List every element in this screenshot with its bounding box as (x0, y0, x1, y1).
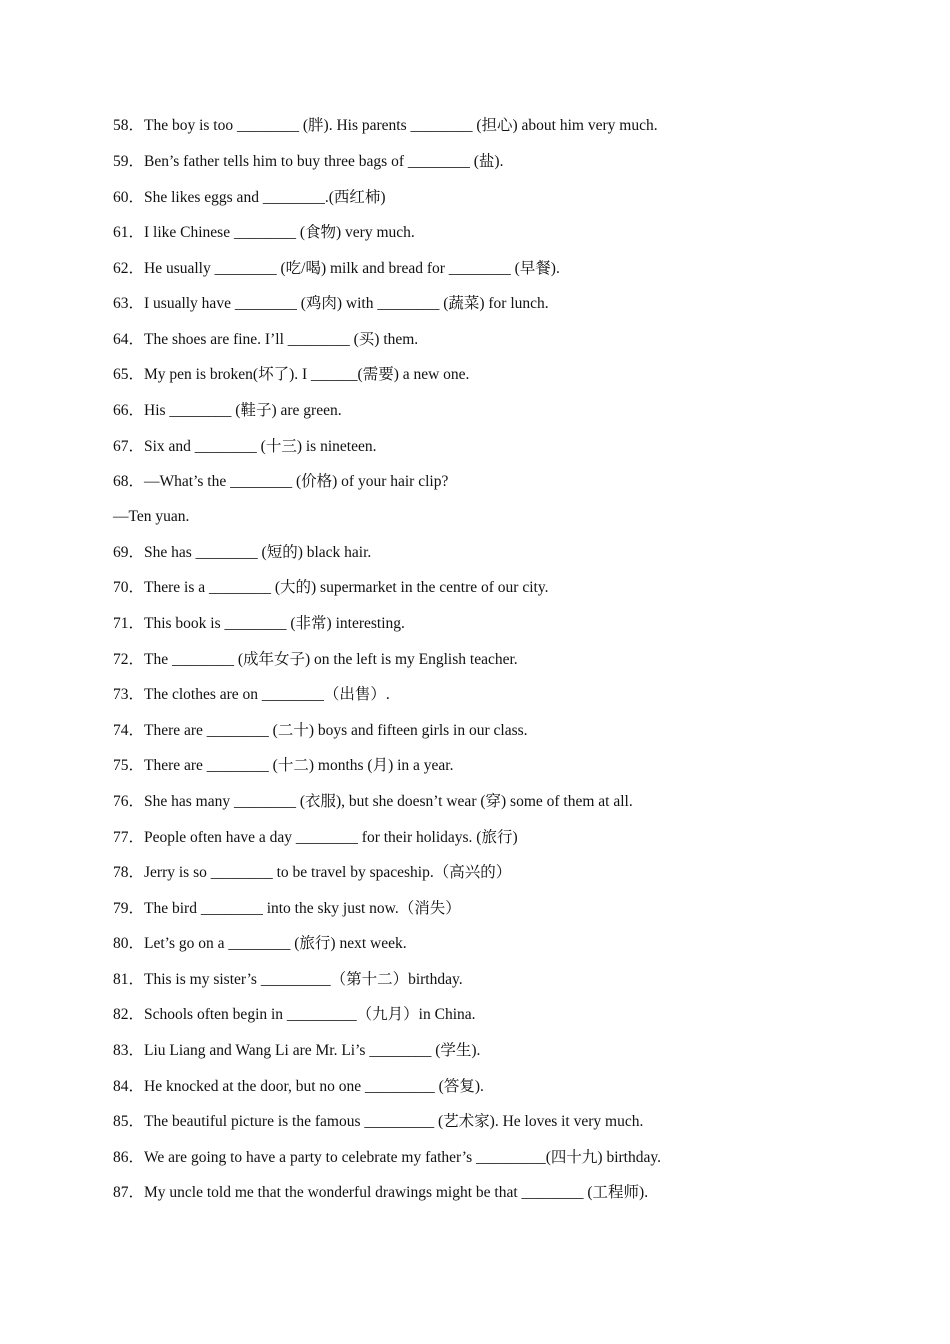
exercise-line: 69．She has ________ (短的) black hair. (113, 544, 372, 561)
exercise-line: 87．My uncle told me that the wonderful drawings might be that ________ (工程师). (113, 1184, 649, 1201)
exercise-line: 81．This is my sister’s _________（第十二）birthday. (113, 971, 463, 988)
exercise-line: 67．Six and ________ (十三) is nineteen. (113, 438, 377, 455)
exercise-line: 62．He usually ________ (吃/喝) milk and bread for ________ (早餐). (113, 260, 560, 277)
answer-line: —Ten yuan. (113, 508, 190, 525)
exercise-line: 65．My pen is broken(坏了). I ______(需要) a new one. (113, 366, 470, 383)
exercise-line: 80．Let’s go on a ________ (旅行) next week. (113, 935, 407, 952)
exercise-line: 61．I like Chinese ________ (食物) very much. (113, 224, 415, 241)
exercise-line: 71．This book is ________ (非常) interesting. (113, 615, 405, 632)
exercise-line: 78．Jerry is so ________ to be travel by spaceship.（高兴的） (113, 864, 512, 881)
exercise-line: 58．The boy is too ________ (胖). His parents ________ (担心) about him very much. (113, 117, 658, 134)
exercise-line: 74．There are ________ (二十) boys and fifteen girls in our class. (113, 722, 528, 739)
exercise-line: 64．The shoes are fine. I’ll ________ (买) them. (113, 331, 419, 348)
exercise-line: 86．We are going to have a party to celebrate my father’s _________(四十九) birthday. (113, 1149, 661, 1166)
exercise-line: 82．Schools often begin in _________（九月）in China. (113, 1006, 476, 1023)
exercise-line: 70．There is a ________ (大的) supermarket in the centre of our city. (113, 579, 549, 596)
exercise-line: 79．The bird ________ into the sky just now.（消失） (113, 900, 461, 917)
exercise-line: 76．She has many ________ (衣服), but she doesn’t wear (穿) some of them at all. (113, 793, 633, 810)
exercise-line: 60．She likes eggs and ________.(西红柿) (113, 189, 386, 206)
exercise-line: 72．The ________ (成年女子) on the left is my English teacher. (113, 651, 518, 668)
exercise-line: 63．I usually have ________ (鸡肉) with ________ (蔬菜) for lunch. (113, 295, 549, 312)
exercise-line: 83．Liu Liang and Wang Li are Mr. Li’s ________ (学生). (113, 1042, 481, 1059)
exercise-line: 77．People often have a day ________ for their holidays. (旅行) (113, 829, 518, 846)
exercise-line: 59．Ben’s father tells him to buy three bags of ________ (盐). (113, 153, 504, 170)
exercise-line: 85．The beautiful picture is the famous _________ (艺术家). He loves it very much. (113, 1113, 644, 1130)
exercise-line: 68．—What’s the ________ (价格) of your hair clip? (113, 473, 449, 490)
exercise-line: 66．His ________ (鞋子) are green. (113, 402, 342, 419)
exercise-line: 75．There are ________ (十二) months (月) in a year. (113, 757, 454, 774)
exercise-line: 84．He knocked at the door, but no one _________ (答复). (113, 1078, 484, 1095)
exercise-line: 73．The clothes are on ________（出售）. (113, 686, 390, 703)
